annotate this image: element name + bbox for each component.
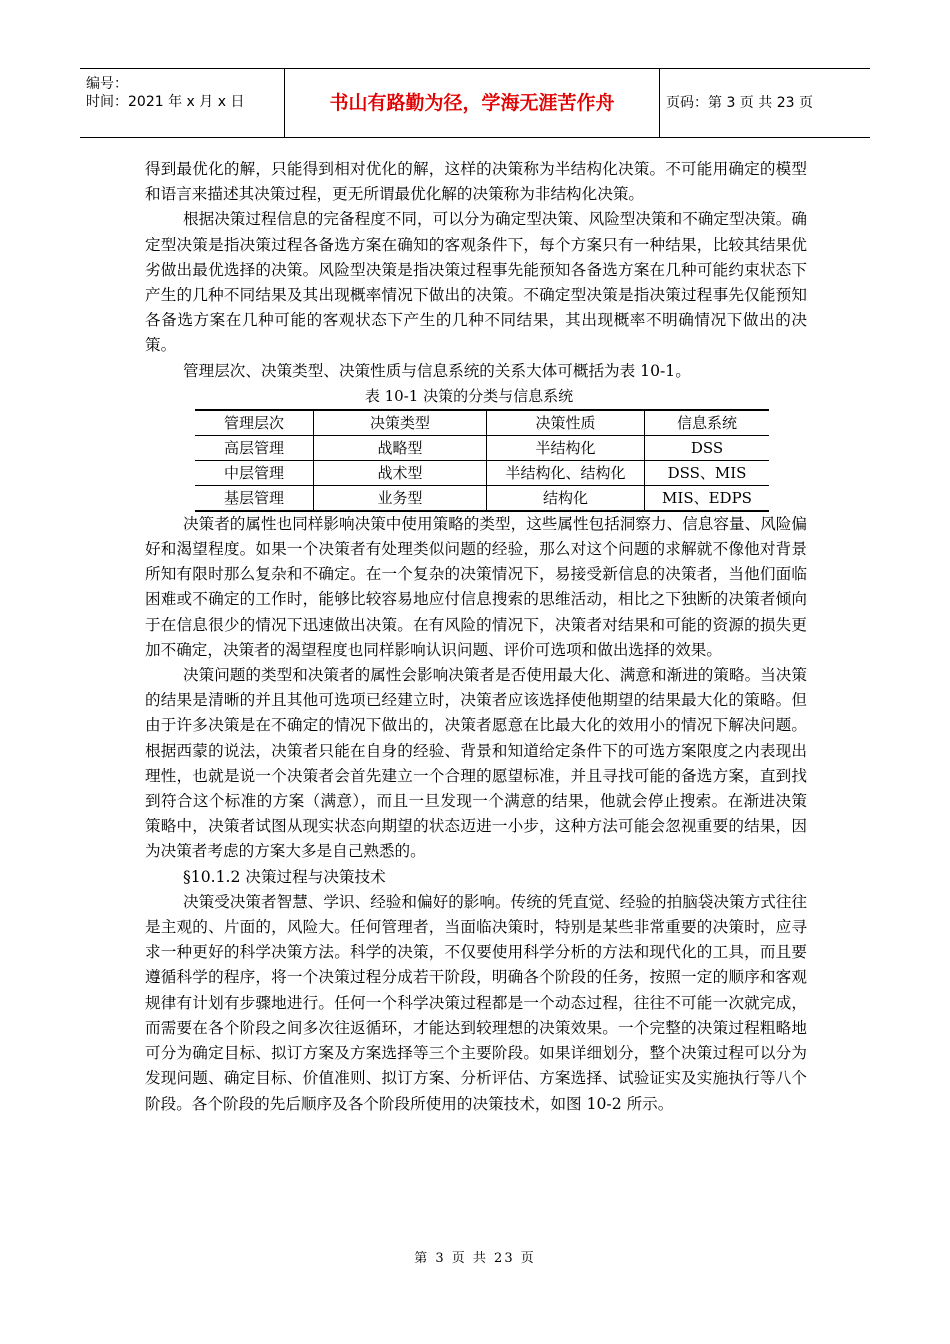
table-cell: 高层管理	[195, 435, 314, 460]
table-header-cell: 管理层次	[195, 410, 314, 436]
table-caption: 表 10-1 决策的分类与信息系统	[364, 386, 574, 405]
decision-classification-table	[195, 409, 769, 512]
table-cell: 战术型	[314, 460, 487, 485]
table-header-row	[195, 410, 769, 436]
serial-label: 编号：	[86, 76, 128, 92]
paragraph-4: 决策者的属性也同样影响决策中使用策略的类型，这些属性包括洞察力、信息容量、风险偏好和渴望程度。如果一个决策者有处理类似问题的经验，那么对这个问题的求解就不像他对背景所知有限时那么复杂和不确定。在一个复杂的决策情况下，易接受新信息的决策者，当他们面临困难或不确定的工作时，能够比较容易地应付信息搜索的思维活动，相比之下独断的决策者倾向于在信息很少的情况下迅速做出决策。在有风险的情况下，决策者对结果和可能的资源的损失更加不确定，决策者的渴望程度也同样影响认识问题、评价可选项和做出选择的效果。	[145, 514, 807, 659]
table-header-cell: 决策性质	[487, 410, 645, 436]
table-cell: 战略型	[314, 435, 487, 460]
section-heading: §10.1.2 决策过程与决策技术	[183, 867, 386, 886]
page-footer: 第 3 页 共 23 页	[414, 1251, 536, 1266]
table-cell: 中层管理	[195, 460, 314, 485]
table-cell: DSS、MIS	[645, 460, 770, 485]
header-page-info: 页码：第 3 页 共 23 页	[666, 95, 813, 111]
table-row	[195, 485, 769, 511]
header-meta-cell	[80, 69, 285, 137]
paragraph-5: 决策问题的类型和决策者的属性会影响决策者是否使用最大化、满意和渐进的策略。当决策的结果是清晰的并且其他可选项已经建立时，决策者应该选择使他期望的结果最大化的策略。但由于许多决策是在不确定的情况下做出的，决策者愿意在比最大化的效用小的情况下解决问题。根据西蒙的说法，决策者只能在自身的经验、背景和知道给定条件下的可选方案限度之内表现出理性，也就是说一个决策者会首先建立一个合理的愿望标准，并且寻找可能的备选方案，直到找到符合这个标准的方案（满意），而且一旦发现一个满意的结果，他就会停止搜索。在渐进决策策略中，决策者试图从现实状态向期望的状态迈进一小步，这种方法可能会忽视重要的结果，因为决策者考虑的方案大多是自己熟悉的。	[145, 666, 807, 861]
document-body	[145, 157, 807, 1117]
table-header-cell: 决策类型	[314, 410, 487, 436]
table-cell: 半结构化、结构化	[487, 460, 645, 485]
table-cell: DSS	[645, 435, 770, 460]
paragraph-1: 得到最优化的解，只能得到相对优化的解，这样的决策称为半结构化决策。不可能用确定的模型和语言来描述其决策过程，更无所谓最优化解的决策称为非结构化决策。	[145, 160, 807, 204]
table-cell: 结构化	[487, 485, 645, 511]
table-cell: 基层管理	[195, 485, 314, 511]
table-header-cell: 信息系统	[645, 410, 770, 436]
header-motto: 书山有路勤为径，学海无涯苦作舟	[285, 69, 660, 137]
page-header	[80, 68, 870, 138]
paragraph-3: 管理层次、决策类型、决策性质与信息系统的关系大体可概括为表 10-1。	[183, 361, 691, 380]
paragraph-2: 根据决策过程信息的完备程度不同，可以分为确定型决策、风险型决策和不确定型决策。确定型决策是指决策过程各备选方案在确知的客观条件下，每个方案只有一种结果，比较其结果优劣做出最优选择的决策。风险型决策是指决策过程事先能预知各备选方案在几种可能约束状态下产生的几种不同结果及其出现概率情况下做出的决策。不确定型决策是指决策过程事先仅能预知各备选方案在几种可能的客观状态下产生的几种不同结果，其出现概率不明确情况下做出的决策。	[145, 210, 807, 355]
table-cell: 业务型	[314, 485, 487, 511]
table-row	[195, 435, 769, 460]
date-label: 时间：2021 年 x 月 x 日	[86, 94, 245, 110]
table-cell: 半结构化	[487, 435, 645, 460]
table-cell: MIS、EDPS	[645, 485, 770, 511]
table-row	[195, 460, 769, 485]
paragraph-6: 决策受决策者智慧、学识、经验和偏好的影响。传统的凭直觉、经验的拍脑袋决策方式往往是主观的、片面的，风险大。任何管理者，当面临决策时，特别是某些非常重要的决策时，应寻求一种更好的科学决策方法。科学的决策，不仅要使用科学分析的方法和现代化的工具，而且要遵循科学的程序，将一个决策过程分成若干阶段，明确各个阶段的任务，按照一定的顺序和客观规律有计划有步骤地进行。任何一个科学决策过程都是一个动态过程，往往不可能一次就完成，而需要在各个阶段之间多次往返循环，才能达到较理想的决策效果。一个完整的决策过程粗略地可分为确定目标、拟订方案及方案选择等三个主要阶段。如果详细划分，整个决策过程可以分为发现问题、确定目标、价值准则、拟订方案、分析评估、方案选择、试验证实及实施执行等八个阶段。各个阶段的先后顺序及各个阶段所使用的决策技术，如图 10-2 所示。	[145, 892, 807, 1113]
